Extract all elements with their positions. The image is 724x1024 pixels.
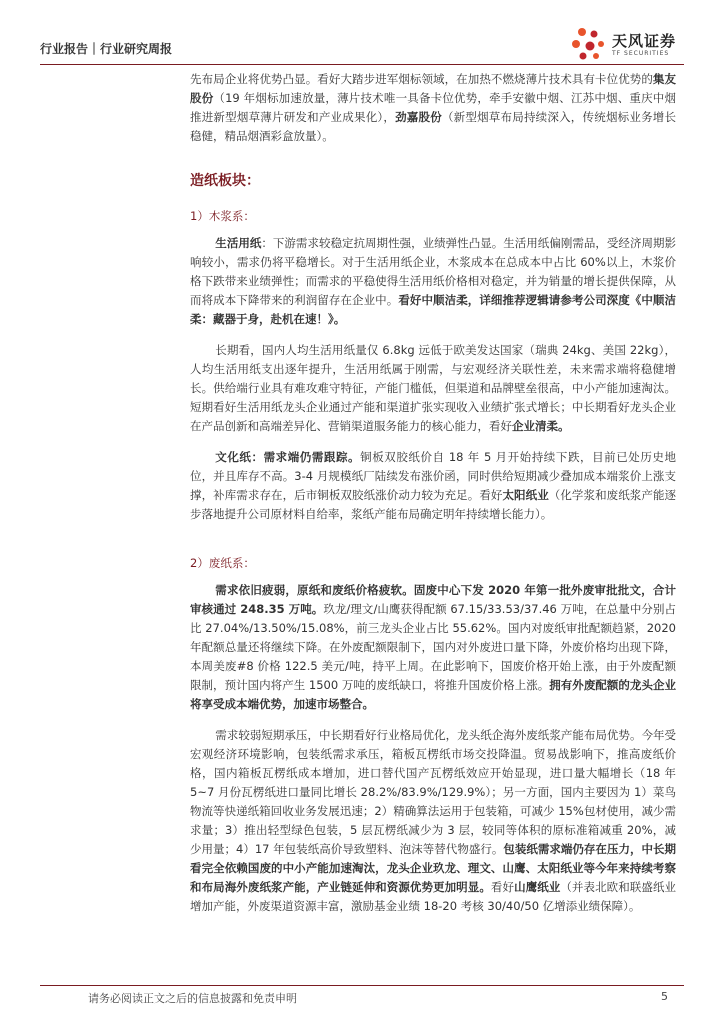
intro-text-d: （新型烟草布局持续深入，传统烟标业务增长稳健，精品烟酒彩盒放量）。 [190,110,677,143]
waste-paragraph-1 [190,581,676,714]
footer-rule [40,985,684,986]
waste-p1-conclusion: 拥有外废配额的龙头企业将享受成本端优势，加速市场整合。 [190,678,676,711]
company-jinjia: 劲嘉股份 [395,110,442,124]
pulp-p3-text: 铜板双胶纸价自 18 年 5 月开始持续下跌，目前已处历史地位，并且库存不高。3-4 月规模纸厂陆续发布涨价函，同时供给短期减少叠加成本端浆价上涨支撑，补库需求存在，后市铜板双胶纸涨价动力较为充足。看好 [190,450,676,502]
pulp-paragraph-3 [190,448,676,524]
subsection-pulp: 1）木浆系： [190,209,255,223]
document-body [190,70,676,916]
waste-p2-text: 需求较弱短期承压，中长期看好行业格局优化，龙头纸企海外废纸浆产能布局优势。今年受宏观经济环境影响，包装纸需求承压，箱板瓦楞纸市场交投降温。贸易战影响下，推高废纸价格，国内箱板瓦楞纸成本增加，进口替代国产瓦楞纸效应开始显现，进口量大幅增长（18 年 5~7 月份瓦楞纸进口量同比增长 28.2%/83.9%/129.9%）；另一方面，国内主要因为 1）菜鸟物流等快递纸箱回收业务发展迅速；2）精确算法运用于包装箱，可减少 15%包材使用，减少需求量；3）推出轻型绿色包装，5 层瓦楞纸减少为 3 层，较同等体积的原标准箱减重 20%，减少用量；4）17 年包装纸高价导致塑料、泡沫等替代物盛行。 [190,728,676,856]
intro-paragraph [190,70,676,146]
pulp-paragraph-2 [190,341,676,436]
footer-disclaimer: 请务必阅读正文之后的信息披露和免责申明 [88,992,297,1005]
waste-p1-text: 玖龙/理文/山鹰获得配额 67.15/33.53/37.46 万吨，在总量中分别占比 27.04%/13.50%/15.08%，前三龙头企业占比 55.62%。国内对废纸审批配额趋紧，2020 年配额总量还将继续下降。在外废配额限制下，国内对外废进口量下降，外废价格均出现下降，本周美废#8 价格 122.5 美元/吨，持平上周。在此影响下，国废价格开始上涨，由于外废配额限制，预计国内将产生 1500 万吨的废纸缺口，将推升国废价格上涨。 [190,602,677,692]
logo-name: 天风证券 [612,32,677,50]
report-header: 行业报告｜行业研究周报 [40,42,173,56]
waste-p2-prefix: 看好 [490,880,515,894]
company-jiyou: 集友股份 [190,72,676,105]
waste-paragraph-2 [190,726,676,916]
intro-text-c: （19 年烟标加速放量，薄片技术唯一具备卡位优势，牵手安徽中烟、江苏中烟、重庆中烟推进新型烟草薄片研发和产业成果化）， [190,91,676,124]
pulp-p1-recommendation: 看好中顺洁柔，详细推荐逻辑请参考公司深度《中顺洁柔：藏器于身，赴机在速！》。 [190,293,677,326]
waste-p1-headline: 需求依旧疲弱，原纸和废纸价格疲软。固废中心下发 2020 年第一批外废审批批文，合计审核通过 248.35 万吨。 [190,583,676,616]
company-shanying: 山鹰纸业 [514,880,561,894]
pulp-paragraph-1 [190,234,676,329]
logo-sub: TF SECURITIES [612,50,670,57]
waste-p2-tail: （并表北欧和联盛纸业增加产能，外废渠道资源丰富，激励基金业绩 18-20 考核 30/40/50 亿增添业绩保障）。 [190,880,677,913]
header-rule [40,64,684,65]
culture-paper-label: 文化纸：需求端仍需跟踪。 [215,450,361,464]
pulp-p1-text: ：下游需求较稳定抗周期性强，业绩弹性凸显。生活用纸偏刚需品，受经济周期影响较小，需求仍将平稳增长。对于生活用纸企业，木浆成本在总成本中占比 60%以上，木浆价格下跌带来业绩弹性；而需求的平稳使得生活用纸价格相对稳定，并为销量的增长提供保障，从而将成本下降带来的利润留存在企业中。 [190,236,677,307]
section-title-paper: 造纸板块： [190,173,260,189]
waste-p2-highlight: 包装纸需求端仍存在压力，中长期看完全依赖国废的中小产能加速淘汰，龙头企业玖龙、理文、山鹰、太阳纸业等今年来持续考察和布局海外废纸浆产能，产业链延伸和资源优势更加明显。 [190,842,676,894]
subsection-waste: 2）废纸系： [190,556,255,570]
company-sun-paper: 太阳纸业 [502,488,549,502]
intro-text-a: 先布局企业将优势凸显。看好大踏步进军烟标领域，在加热不燃烧薄片技术具有卡位优势的 [190,72,653,86]
pulp-p3-tail: （化学浆和废纸浆产能逐步落地提升公司原材料自给率，浆纸产能布局确定明年持续增长能力）。 [190,488,677,521]
tissue-paper-label: 生活用纸 [215,236,262,250]
pulp-p2-company: 企业清柔。 [512,419,570,433]
pulp-p2-text: 长期看，国内人均生活用纸量仅 6.8kg 远低于欧美发达国家（瑞典 24kg、美国 22kg），人均生活用纸支出逐年提升，生活用纸属于刚需，与宏观经济关联性差，未来需求端将稳健增长。供给端行业具有难攻难守特征，产能门槛低，但渠道和品牌壁垒很高，中小产能加速淘汰。短期看好生活用纸龙头企业通过产能和渠道扩张实现收入业绩扩张式增长；中长期看好龙头企业在产品创新和高端差异化、营销渠道服务能力的核心能力，看好 [190,343,676,433]
page-number: 5 [661,990,668,1003]
